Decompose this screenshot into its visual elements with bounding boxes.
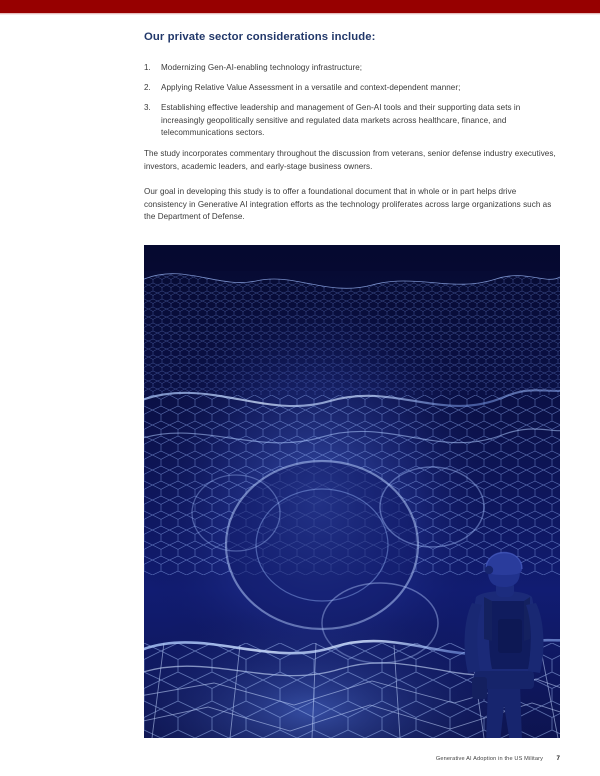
list-item (144, 102, 560, 140)
list-item-text: Modernizing Gen-AI-enabling technology infrastructure; (161, 63, 363, 72)
artwork-mesh-landscape (144, 245, 560, 738)
list-item-text: Applying Relative Value Assessment in a versatile and context-dependent manner; (161, 83, 461, 93)
footer-page-number: 7 (556, 755, 560, 762)
footer-document-title: Generative AI Adoption in the US Military (435, 756, 544, 762)
paragraph-goal: Our goal in developing this study is to offer a foundational document that in whole or in part helps drive consistency in Generative AI integration efforts as the technology proliferates across large organizations such as the Department of Defense. (144, 187, 552, 222)
list-item (144, 62, 560, 75)
mesh-landscape-illustration (144, 245, 560, 738)
list-item-text: Establishing effective leadership and management of Gen-AI tools and their supporting data sets in increasingly geopolitically sensitive and regulated data markets across healthcare, finance, and telecommunications sectors. (161, 103, 521, 138)
list-item-marker: 1. (144, 63, 151, 72)
list-item (144, 82, 560, 95)
list-item-marker: 3. (144, 103, 151, 113)
page-content (144, 0, 560, 776)
paragraph-study-commentary: The study incorporates commentary throughout the discussion from veterans, senior defense industry executives, investors, academic leaders, and early-stage business owners. (144, 149, 556, 171)
page-footer (144, 747, 560, 765)
section-heading: Our private sector considerations include: (144, 31, 376, 43)
list-item-marker: 2. (144, 83, 151, 93)
considerations-list (144, 62, 560, 147)
